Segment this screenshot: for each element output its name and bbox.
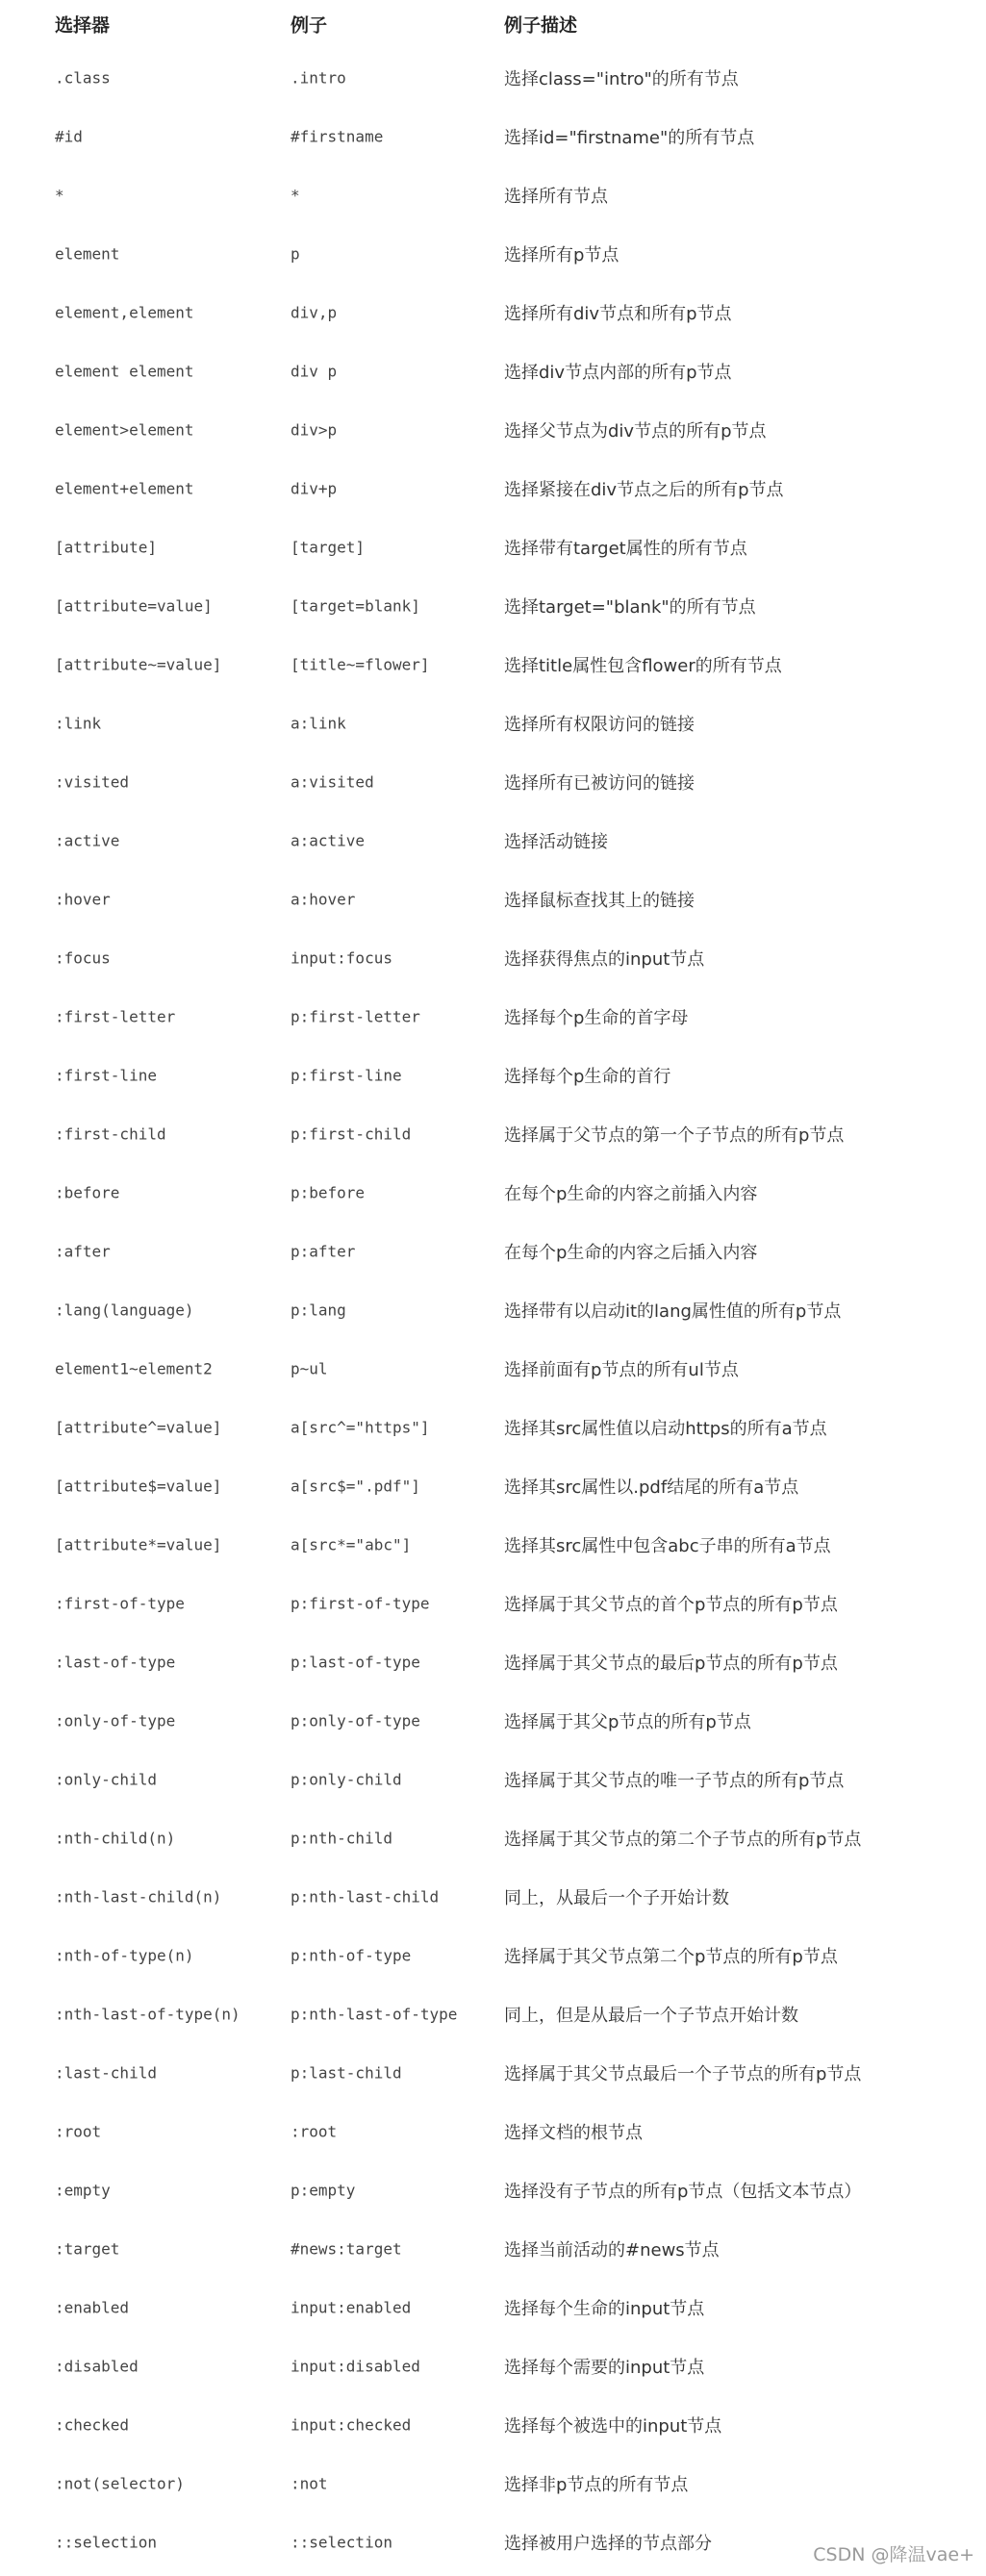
table-row [0, 752, 986, 811]
selector-cell: :target [55, 2239, 120, 2258]
selector-cell: :nth-last-of-type(n) [55, 2005, 240, 2023]
example-cell: a[src*="abc"] [291, 1535, 412, 1553]
example-cell: input:checked [291, 2415, 412, 2434]
example-cell: p:nth-last-of-type [291, 2005, 458, 2023]
table-row [0, 165, 986, 224]
description-cell: 选择非p节点的所有节点 [504, 2474, 689, 2495]
example-cell: a:link [291, 714, 346, 732]
description-cell: 选择属于父节点的第一个子节点的所有p节点 [504, 1124, 845, 1146]
example-cell: div>p [291, 420, 338, 439]
example-cell: :root [291, 2122, 338, 2140]
table-row [0, 107, 986, 165]
table-row [0, 1926, 986, 1984]
selector-cell: :first-child [55, 1124, 166, 1143]
table-row [0, 635, 986, 694]
selector-cell: [attribute$=value] [55, 1477, 222, 1495]
description-cell: 选择活动链接 [504, 831, 608, 852]
description-cell: 选择target="blank"的所有节点 [504, 596, 756, 618]
selector-cell: :hover [55, 890, 111, 908]
selector-cell: :first-of-type [55, 1594, 185, 1612]
example-cell: div,p [291, 303, 338, 321]
table-row [0, 2219, 986, 2278]
example-cell: a:visited [291, 772, 374, 791]
selector-cell: #id [55, 127, 83, 145]
example-cell: :not [291, 2474, 328, 2492]
table-row [0, 2454, 986, 2513]
description-cell: 选择div节点内部的所有p节点 [504, 362, 732, 383]
selector-cell: :empty [55, 2181, 111, 2199]
description-cell: 选择当前活动的#news节点 [504, 2239, 720, 2260]
selector-cell: [attribute] [55, 538, 157, 556]
selector-cell: :root [55, 2122, 102, 2140]
example-cell: div p [291, 362, 338, 380]
example-cell: p:last-of-type [291, 1653, 420, 1671]
description-cell: 选择每个p生命的首行 [504, 1066, 671, 1087]
example-cell: #firstname [291, 127, 384, 145]
example-cell: input:disabled [291, 2357, 420, 2375]
example-cell: p:empty [291, 2181, 356, 2199]
description-cell: 选择所有已被访问的链接 [504, 772, 695, 794]
table-row [0, 987, 986, 1046]
description-cell: 选择没有子节点的所有p节点（包括文本节点） [504, 2181, 862, 2202]
table-row [0, 518, 986, 576]
example-cell: p:only-of-type [291, 1711, 420, 1730]
example-cell: .intro [291, 68, 346, 87]
table-row [0, 2043, 986, 2102]
example-cell: a:active [291, 831, 366, 849]
description-cell: 在每个p生命的内容之后插入内容 [504, 1242, 758, 1263]
selector-cell: [attribute~=value] [55, 655, 222, 673]
selector-cell: :lang(language) [55, 1301, 194, 1319]
description-cell: 选择所有节点 [504, 186, 608, 207]
selector-cell: element1~element2 [55, 1359, 213, 1377]
table-row [0, 1691, 986, 1750]
selector-cell: element element [55, 362, 194, 380]
selector-cell: element+element [55, 479, 194, 497]
selector-cell: [attribute*=value] [55, 1535, 222, 1553]
table-row [0, 1222, 986, 1280]
description-cell: 选择文档的根节点 [504, 2122, 643, 2143]
description-cell: 在每个p生命的内容之前插入内容 [504, 1183, 758, 1204]
example-cell: p~ul [291, 1359, 328, 1377]
table-row [0, 1456, 986, 1515]
table-row [0, 1515, 986, 1574]
table-row [0, 694, 986, 752]
table-row [0, 459, 986, 518]
selector-cell: [attribute=value] [55, 596, 213, 615]
table-row [0, 341, 986, 400]
selector-cell: :only-child [55, 1770, 157, 1788]
watermark: CSDN @降温vae+ [813, 2544, 974, 2565]
selector-cell: :after [55, 1242, 111, 1260]
selector-cell: * [55, 186, 64, 204]
table-row [0, 811, 986, 870]
header-selector: 选择器 [55, 14, 111, 37]
example-cell: input:focus [291, 948, 392, 967]
example-cell: p:nth-of-type [291, 1946, 412, 1964]
example-cell: a:hover [291, 890, 356, 908]
selector-cell: :link [55, 714, 102, 732]
example-cell: div+p [291, 479, 338, 497]
selector-cell: :nth-of-type(n) [55, 1946, 194, 1964]
example-cell: [title~=flower] [291, 655, 430, 673]
example-cell: [target] [291, 538, 366, 556]
table-row [0, 2336, 986, 2395]
selector-cell: :disabled [55, 2357, 139, 2375]
description-cell: 选择获得焦点的input节点 [504, 948, 705, 970]
description-cell: 选择属于其父节点第二个p节点的所有p节点 [504, 1946, 838, 1967]
example-cell: p:only-child [291, 1770, 402, 1788]
table-row [0, 283, 986, 341]
table-row [0, 224, 986, 283]
example-cell: a[src^="https"] [291, 1418, 430, 1436]
table-row [0, 400, 986, 459]
table-row [0, 1398, 986, 1456]
table-row [0, 1867, 986, 1926]
description-cell: 选择id="firstname"的所有节点 [504, 127, 755, 148]
selector-cell: :only-of-type [55, 1711, 176, 1730]
selector-cell: :not(selector) [55, 2474, 185, 2492]
table-row [0, 928, 986, 987]
description-cell: 选择属于其父节点的第二个子节点的所有p节点 [504, 1829, 862, 1850]
table-row [0, 2102, 986, 2160]
description-cell: 选择属于其父p节点的所有p节点 [504, 1711, 751, 1732]
table-row [0, 1632, 986, 1691]
table-row [0, 1104, 986, 1163]
example-cell: #news:target [291, 2239, 402, 2258]
selector-cell: element>element [55, 420, 194, 439]
selector-cell: :active [55, 831, 120, 849]
description-cell: 选择每个需要的input节点 [504, 2357, 705, 2378]
table-row [0, 576, 986, 635]
description-cell: 选择紧接在div节点之后的所有p节点 [504, 479, 784, 500]
selector-cell: :focus [55, 948, 111, 967]
description-cell: 选择属于其父节点的首个p节点的所有p节点 [504, 1594, 838, 1615]
table-row [0, 1339, 986, 1398]
example-cell: p:first-of-type [291, 1594, 430, 1612]
description-cell: 选择每个生命的input节点 [504, 2298, 705, 2319]
selector-cell: :visited [55, 772, 130, 791]
example-cell: p:after [291, 1242, 356, 1260]
selector-cell: :first-line [55, 1066, 157, 1084]
table-row [0, 1984, 986, 2043]
selector-cell: :before [55, 1183, 120, 1201]
table-body [0, 48, 986, 2571]
selector-cell: :first-letter [55, 1007, 176, 1025]
selector-cell: :last-child [55, 2063, 157, 2082]
example-cell: p:first-child [291, 1124, 412, 1143]
description-cell: 选择其src属性中包含abc子串的所有a节点 [504, 1535, 831, 1556]
table-row [0, 2395, 986, 2454]
table-row [0, 870, 986, 928]
example-cell: p:first-letter [291, 1007, 420, 1025]
description-cell: 选择父节点为div节点的所有p节点 [504, 420, 767, 442]
description-cell: 选择其src属性以.pdf结尾的所有a节点 [504, 1477, 799, 1498]
header-description: 例子描述 [504, 14, 578, 37]
example-cell: p:nth-last-child [291, 1887, 440, 1906]
table-header-row [0, 0, 986, 48]
selector-cell: ::selection [55, 2533, 157, 2551]
example-cell: p:last-child [291, 2063, 402, 2082]
table-row [0, 1808, 986, 1867]
header-example: 例子 [291, 14, 328, 37]
description-cell: 选择属于其父节点的唯一子节点的所有p节点 [504, 1770, 845, 1791]
description-cell: 选择其src属性值以启动https的所有a节点 [504, 1418, 827, 1439]
description-cell: 选择属于其父节点最后一个子节点的所有p节点 [504, 2063, 862, 2084]
selector-cell: :enabled [55, 2298, 130, 2316]
selector-cell: :nth-last-child(n) [55, 1887, 222, 1906]
selector-cell: element [55, 244, 120, 263]
example-cell: p:first-line [291, 1066, 402, 1084]
selector-cell: [attribute^=value] [55, 1418, 222, 1436]
table-row [0, 1750, 986, 1808]
description-cell: 同上，但是从最后一个子节点开始计数 [504, 2005, 798, 2026]
description-cell: 选择所有div节点和所有p节点 [504, 303, 732, 324]
example-cell: [target=blank] [291, 596, 420, 615]
table-row [0, 2160, 986, 2219]
description-cell: 选择每个被选中的input节点 [504, 2415, 722, 2437]
table-row [0, 1280, 986, 1339]
example-cell: input:enabled [291, 2298, 412, 2316]
description-cell: 选择每个p生命的首字母 [504, 1007, 689, 1028]
description-cell: 同上，从最后一个子开始计数 [504, 1887, 729, 1908]
description-cell: 选择前面有p节点的所有ul节点 [504, 1359, 739, 1380]
description-cell: 选择class="intro"的所有节点 [504, 68, 739, 89]
table-row [0, 1574, 986, 1632]
selector-cell: :last-of-type [55, 1653, 176, 1671]
selector-cell: :checked [55, 2415, 130, 2434]
example-cell: p:before [291, 1183, 366, 1201]
description-cell: 选择带有以启动it的lang属性值的所有p节点 [504, 1301, 842, 1322]
description-cell: 选择所有p节点 [504, 244, 619, 265]
description-cell: 选择title属性包含flower的所有节点 [504, 655, 782, 676]
table-row [0, 48, 986, 107]
selector-cell: :nth-child(n) [55, 1829, 176, 1847]
description-cell: 选择属于其父节点的最后p节点的所有p节点 [504, 1653, 838, 1674]
example-cell: p:nth-child [291, 1829, 392, 1847]
example-cell: ::selection [291, 2533, 392, 2551]
description-cell: 选择所有权限访问的链接 [504, 714, 695, 735]
example-cell: p:lang [291, 1301, 346, 1319]
description-cell: 选择带有target属性的所有节点 [504, 538, 747, 559]
selector-cell: element,element [55, 303, 194, 321]
table-row [0, 1163, 986, 1222]
description-cell: 选择鼠标查找其上的链接 [504, 890, 695, 911]
example-cell: p [291, 244, 300, 263]
table-row [0, 2278, 986, 2336]
example-cell: * [291, 186, 300, 204]
selector-cell: .class [55, 68, 111, 87]
example-cell: a[src$=".pdf"] [291, 1477, 420, 1495]
table-row [0, 1046, 986, 1104]
description-cell: 选择被用户选择的节点部分 [504, 2533, 712, 2554]
